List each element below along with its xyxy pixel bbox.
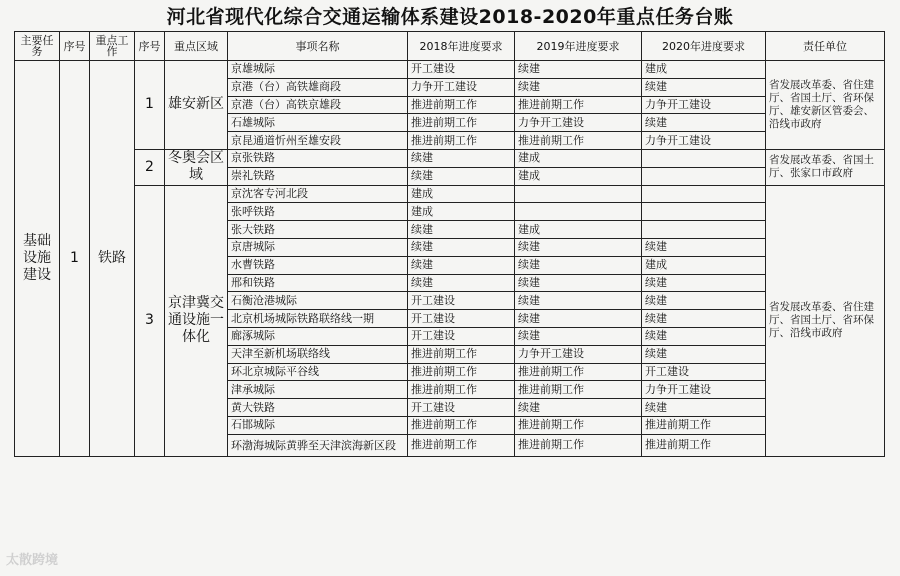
item-name-cell: 京港（台）高铁雄商段: [228, 78, 408, 96]
progress-2018-cell: 续建: [408, 256, 515, 274]
item-name-cell: 京雄城际: [228, 61, 408, 79]
header-key-work: 重点工作: [90, 32, 135, 61]
header-main-task: 主要任务: [15, 32, 60, 61]
item-name-cell: 天津至新机场联络线: [228, 345, 408, 363]
progress-2019-cell: 推进前期工作: [515, 416, 642, 434]
progress-2018-cell: 建成: [408, 185, 515, 203]
progress-2019-cell: 续建: [515, 327, 642, 345]
item-name-cell: 京昆通道忻州至雄安段: [228, 132, 408, 150]
item-name-cell: 黄大铁路: [228, 399, 408, 417]
header-unit: 责任单位: [766, 32, 885, 61]
progress-2019-cell: 推进前期工作: [515, 363, 642, 381]
progress-2018-cell: 推进前期工作: [408, 434, 515, 456]
table-row: [15, 185, 885, 203]
responsible-unit-cell: 省发展改革委、省住建厅、省国土厅、省环保厅、沿线市政府: [766, 185, 885, 456]
progress-2018-cell: 推进前期工作: [408, 114, 515, 132]
progress-2018-cell: 推进前期工作: [408, 96, 515, 114]
table-row: [15, 61, 885, 79]
item-name-cell: 石邯城际: [228, 416, 408, 434]
progress-2019-cell: 推进前期工作: [515, 434, 642, 456]
progress-2020-cell: 续建: [642, 345, 766, 363]
group-seq-cell: 3: [135, 185, 165, 456]
progress-2020-cell: 力争开工建设: [642, 132, 766, 150]
progress-2020-cell: [642, 167, 766, 185]
responsible-unit-cell: 省发展改革委、省住建厅、省国土厅、省环保厅、雄安新区管委会、沿线市政府: [766, 61, 885, 150]
progress-2020-cell: 力争开工建设: [642, 96, 766, 114]
group-area-cell: 冬奥会区域: [165, 149, 228, 185]
progress-2019-cell: 力争开工建设: [515, 345, 642, 363]
progress-2018-cell: 建成: [408, 203, 515, 221]
progress-2019-cell: 续建: [515, 292, 642, 310]
progress-2018-cell: 续建: [408, 274, 515, 292]
progress-2018-cell: 开工建设: [408, 310, 515, 328]
watermark: 太散跨境: [6, 553, 59, 568]
progress-2020-cell: 力争开工建设: [642, 381, 766, 399]
progress-2018-cell: 推进前期工作: [408, 416, 515, 434]
progress-2018-cell: 推进前期工作: [408, 381, 515, 399]
header-row: [15, 32, 885, 61]
item-name-cell: 崇礼铁路: [228, 167, 408, 185]
progress-2020-cell: 推进前期工作: [642, 434, 766, 456]
item-name-cell: 石雄城际: [228, 114, 408, 132]
progress-2019-cell: 推进前期工作: [515, 96, 642, 114]
progress-2018-cell: 开工建设: [408, 399, 515, 417]
header-2020: 2020年进度要求: [642, 32, 766, 61]
item-name-cell: 津承城际: [228, 381, 408, 399]
item-name-cell: 京张铁路: [228, 149, 408, 167]
progress-2019-cell: 推进前期工作: [515, 132, 642, 150]
header-2018: 2018年进度要求: [408, 32, 515, 61]
progress-2019-cell: 续建: [515, 274, 642, 292]
progress-2020-cell: 续建: [642, 114, 766, 132]
progress-2020-cell: 续建: [642, 274, 766, 292]
header-seq2: 序号: [135, 32, 165, 61]
header-key-area: 重点区域: [165, 32, 228, 61]
progress-2019-cell: 续建: [515, 256, 642, 274]
progress-2018-cell: 续建: [408, 238, 515, 256]
page-title: 河北省现代化综合交通运输体系建设2018-2020年重点任务台账: [166, 6, 734, 28]
progress-2020-cell: 推进前期工作: [642, 416, 766, 434]
item-name-cell: 石衡沧港城际: [228, 292, 408, 310]
progress-2020-cell: [642, 149, 766, 167]
progress-2020-cell: 续建: [642, 78, 766, 96]
item-name-cell: 环渤海城际黄骅至天津滨海新区段: [228, 434, 408, 456]
progress-2020-cell: [642, 221, 766, 239]
responsible-unit-cell: 省发展改革委、省国土厅、张家口市政府: [766, 149, 885, 185]
progress-2018-cell: 开工建设: [408, 327, 515, 345]
progress-2020-cell: 建成: [642, 61, 766, 79]
progress-2019-cell: 建成: [515, 167, 642, 185]
progress-2019-cell: 续建: [515, 78, 642, 96]
table-row: [15, 149, 885, 167]
task-ledger-table: [14, 31, 885, 457]
progress-2019-cell: 建成: [515, 221, 642, 239]
progress-2019-cell: [515, 185, 642, 203]
progress-2018-cell: 续建: [408, 167, 515, 185]
progress-2020-cell: 开工建设: [642, 363, 766, 381]
item-name-cell: 京沈客专河北段: [228, 185, 408, 203]
item-name-cell: 环北京城际平谷线: [228, 363, 408, 381]
progress-2020-cell: 建成: [642, 256, 766, 274]
progress-2019-cell: 建成: [515, 149, 642, 167]
key-work-cell: 铁路: [90, 61, 135, 457]
header-item-name: 事项名称: [228, 32, 408, 61]
item-name-cell: 京唐城际: [228, 238, 408, 256]
progress-2020-cell: [642, 203, 766, 221]
progress-2020-cell: 续建: [642, 310, 766, 328]
progress-2019-cell: 续建: [515, 399, 642, 417]
item-name-cell: 水曹铁路: [228, 256, 408, 274]
progress-2020-cell: 续建: [642, 399, 766, 417]
progress-2020-cell: [642, 185, 766, 203]
progress-2020-cell: 续建: [642, 292, 766, 310]
header-seq1: 序号: [60, 32, 90, 61]
progress-2019-cell: [515, 203, 642, 221]
progress-2018-cell: 续建: [408, 221, 515, 239]
item-name-cell: 廊涿城际: [228, 327, 408, 345]
progress-2019-cell: 续建: [515, 310, 642, 328]
main-task-cell: 基础设施建设: [15, 61, 60, 457]
seq1-cell: 1: [60, 61, 90, 457]
progress-2018-cell: 续建: [408, 149, 515, 167]
item-name-cell: 邢和铁路: [228, 274, 408, 292]
progress-2019-cell: 推进前期工作: [515, 381, 642, 399]
progress-2019-cell: 力争开工建设: [515, 114, 642, 132]
progress-2019-cell: 续建: [515, 61, 642, 79]
group-area-cell: 京津冀交通设施一体化: [165, 185, 228, 456]
progress-2020-cell: 续建: [642, 238, 766, 256]
progress-2019-cell: 续建: [515, 238, 642, 256]
header-2019: 2019年进度要求: [515, 32, 642, 61]
group-seq-cell: 2: [135, 149, 165, 185]
item-name-cell: 张大铁路: [228, 221, 408, 239]
progress-2018-cell: 推进前期工作: [408, 132, 515, 150]
progress-2020-cell: 续建: [642, 327, 766, 345]
item-name-cell: 北京机场城际铁路联络线一期: [228, 310, 408, 328]
progress-2018-cell: 开工建设: [408, 292, 515, 310]
item-name-cell: 京港（台）高铁京雄段: [228, 96, 408, 114]
progress-2018-cell: 推进前期工作: [408, 345, 515, 363]
progress-2018-cell: 推进前期工作: [408, 363, 515, 381]
progress-2018-cell: 力争开工建设: [408, 78, 515, 96]
group-area-cell: 雄安新区: [165, 61, 228, 150]
progress-2018-cell: 开工建设: [408, 61, 515, 79]
group-seq-cell: 1: [135, 61, 165, 150]
item-name-cell: 张呼铁路: [228, 203, 408, 221]
